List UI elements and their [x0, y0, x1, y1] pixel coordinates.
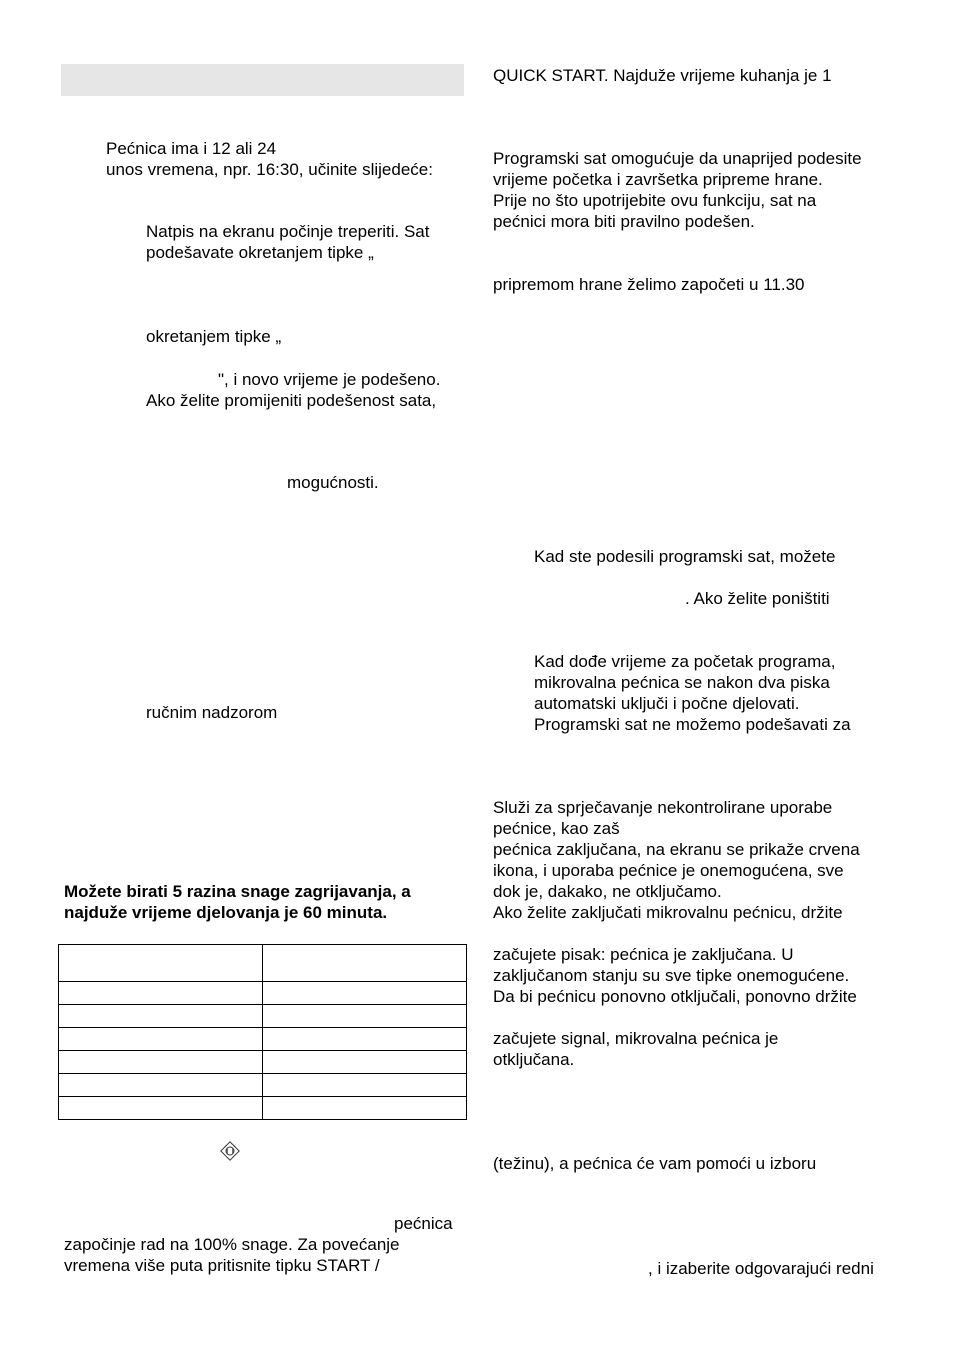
table-row: [59, 982, 467, 1005]
section-header-bar: [61, 64, 464, 96]
text-line: unos vremena, npr. 16:30, učinite slijedeće:: [106, 160, 433, 179]
text-line: (težinu), a pećnica će vam pomoći u izboru: [493, 1154, 817, 1173]
rotary-knob-icon: [219, 1140, 241, 1162]
text-line: pećnici mora biti pravilno podešen.: [493, 212, 755, 231]
bold-text-line: Možete birati 5 razina snage zagrijavanja, a: [64, 882, 411, 901]
text-line: započinje rad na 100% snage. Za povećanje: [64, 1235, 400, 1254]
text-line: otključana.: [493, 1050, 575, 1069]
power-level-table: [58, 944, 467, 1120]
table-cell: [263, 1028, 467, 1051]
table-cell: [263, 982, 467, 1005]
text-line: ", i novo vrijeme je podešeno.: [218, 370, 441, 389]
text-line: Natpis na ekranu počinje treperiti. Sat: [146, 222, 430, 241]
table-cell: [263, 1074, 467, 1097]
table-cell: [59, 982, 263, 1005]
text-line: okretanjem tipke „: [146, 327, 282, 346]
text-line: mogućnosti.: [287, 473, 379, 492]
text-line: vrijeme početka i završetka pripreme hrane.: [493, 170, 823, 189]
text-line: pećnice, kao zaš: [493, 819, 620, 838]
text-line: automatski uključi i počne djelovati.: [534, 694, 800, 713]
text-line: ručnim nadzorom: [146, 703, 278, 722]
table-cell: [59, 1005, 263, 1028]
text-line: pećnica: [394, 1214, 453, 1233]
text-line: pećnica zaključana, na ekranu se prikaže crvena: [493, 840, 860, 859]
text-line: , i izaberite odgovarajući redni: [648, 1259, 874, 1278]
table-cell: [263, 1051, 467, 1074]
text-line: začujete pisak: pećnica je zaključana. U: [493, 945, 794, 964]
text-line: Programski sat ne možemo podešavati za: [534, 715, 851, 734]
text-line: Ako želite zaključati mikrovalnu pećnicu, držite: [493, 903, 843, 922]
text-line: vremena više puta pritisnite tipku START /: [64, 1256, 380, 1275]
text-line: Ako želite promijeniti podešenost sata,: [146, 391, 437, 410]
text-line: Da bi pećnicu ponovno otključali, ponovno držite: [493, 987, 857, 1006]
text-line: QUICK START. Najduže vrijeme kuhanja je 1: [493, 66, 832, 85]
text-line: . Ako želite poništiti: [685, 589, 830, 608]
text-line: Pećnica ima i 12 ali 24: [106, 139, 277, 158]
text-line: ikona, i uporaba pećnice je onemogućena, sve: [493, 861, 844, 880]
table-cell: [263, 1097, 467, 1120]
text-line: Služi za sprječavanje nekontrolirane uporabe: [493, 798, 833, 817]
text-line: Programski sat omogućuje da unaprijed podesite: [493, 149, 862, 168]
text-line: Prije no što upotrijebite ovu funkciju, sat na: [493, 191, 817, 210]
table-header-row: [59, 945, 467, 982]
text-line: pripremom hrane želimo započeti u 11.30: [493, 275, 805, 294]
text-line: mikrovalna pećnica se nakon dva piska: [534, 673, 830, 692]
text-line: začujete signal, mikrovalna pećnica je: [493, 1029, 779, 1048]
text-line: Kad ste podesili programski sat, možete: [534, 547, 836, 566]
table-header-cell: [263, 945, 467, 982]
table-row: [59, 1051, 467, 1074]
table-row: [59, 1074, 467, 1097]
table-cell: [59, 1028, 263, 1051]
text-line: dok je, dakako, ne otključamo.: [493, 882, 722, 901]
table-row: [59, 1097, 467, 1120]
table-cell: [59, 1074, 263, 1097]
text-line: Kad dođe vrijeme za početak programa,: [534, 652, 836, 671]
table-cell: [263, 1005, 467, 1028]
text-line: zaključanom stanju su sve tipke onemogućene.: [493, 966, 850, 985]
table-row: [59, 1028, 467, 1051]
table-row: [59, 1005, 467, 1028]
table-cell: [59, 1051, 263, 1074]
text-line: podešavate okretanjem tipke „: [146, 243, 374, 262]
table-header-cell: [59, 945, 263, 982]
table-cell: [59, 1097, 263, 1120]
bold-text-line: najduže vrijeme djelovanja je 60 minuta.: [64, 903, 388, 922]
